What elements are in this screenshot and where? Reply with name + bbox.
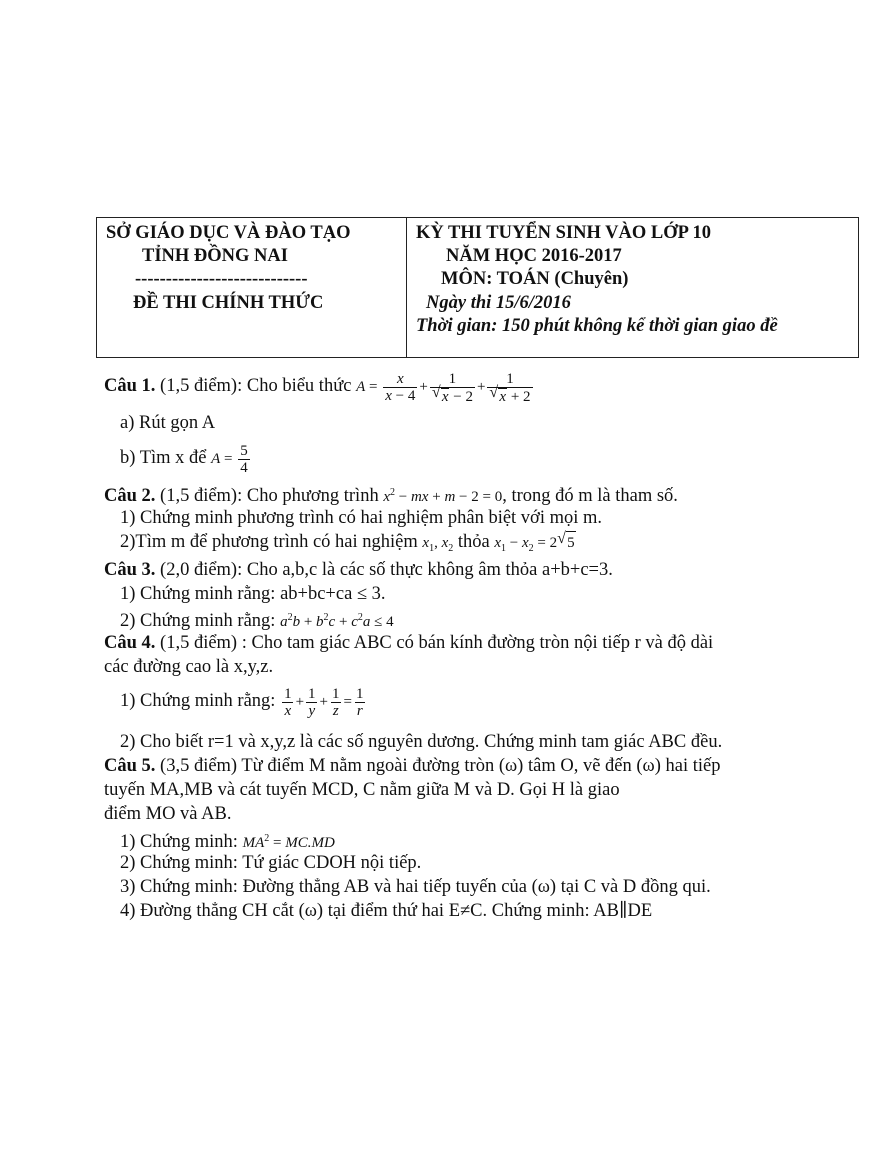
question-5-part-4: 4) Đường thẳng CH cắt (ω) tại điểm thứ hai E≠C. Chứng minh: AB∥DE: [120, 901, 653, 921]
condition-A-equals-5-4: A = $\frac{5}{4}$: [211, 443, 248, 477]
question-1b-text: b) Tìm x để: [120, 448, 212, 468]
question-4-part-1: [120, 679, 367, 724]
question-4-text-2: các đường cao là x,y,z.: [104, 657, 274, 677]
question-5: [104, 755, 720, 777]
equation-MA2: $MA^2 = MC.MD$: [242, 833, 335, 851]
question-2-text-after: , trong đó m là tham số.: [502, 486, 678, 506]
question-2-text: (1,5 điểm): Cho phương trình: [155, 486, 384, 506]
question-4: [104, 632, 713, 654]
subject: MÔN: TOÁN (Chuyên): [441, 269, 629, 289]
question-3-part-2-text: 2) Chứng minh rằng:: [120, 611, 281, 631]
reciprocal-heights-identity: $\frac{1}{x}$ + $\frac{1}{y}$ + $\frac{1}{z}$ = $\frac{1}{r}$: [284, 686, 364, 720]
question-1a: a) Rút gọn A: [120, 413, 216, 433]
question-3-part-2: [120, 607, 394, 633]
question-1: [104, 364, 535, 409]
question-3-text: (2,0 điểm): Cho a,b,c là các số thực không âm thỏa a+b+c=3.: [155, 560, 613, 580]
question-5-label: Câu 5.: [104, 756, 156, 776]
question-3-part-1: 1) Chứng minh rằng: ab+bc+ca ≤ 3.: [120, 584, 386, 604]
question-5-part-1: [120, 828, 335, 854]
department-name: SỞ GIÁO DỤC VÀ ĐÀO TẠO: [106, 223, 351, 243]
question-3-label: Câu 3.: [104, 560, 156, 580]
school-year: NĂM HỌC 2016-2017: [446, 246, 622, 266]
header-right-cell: [407, 218, 858, 357]
question-1b: [120, 436, 252, 481]
question-5-part-2: 2) Chứng minh: Tứ giác CDOH nội tiếp.: [120, 853, 422, 873]
question-5-text: (3,5 điểm) Từ điểm M nằm ngoài đường tròn (ω) tâm O, vẽ đến (ω) hai tiếp: [155, 756, 721, 776]
roots-x1-x2: $x_1$, $x_2$: [422, 535, 454, 554]
question-5-part-3: 3) Chứng minh: Đường thẳng AB và hai tiếp tuyến của (ω) tại C và D đồng qui.: [120, 877, 711, 897]
question-4-part-1-text: 1) Chứng minh rằng:: [120, 691, 281, 711]
question-2-part-2: [120, 531, 576, 560]
question-5-text-3: điểm MO và AB.: [104, 804, 232, 824]
province-name: TỈNH ĐỒNG NAI: [142, 246, 288, 266]
question-1-label: Câu 1.: [104, 376, 156, 396]
question-3: [104, 559, 613, 581]
question-2-part-2-text: 2)Tìm m để phương trình có hai nghiệm: [120, 532, 423, 552]
question-2-part-2-text-b: thỏa: [453, 532, 495, 552]
exam-date: Ngày thi 15/6/2016: [426, 293, 571, 313]
question-4-label: Câu 4.: [104, 633, 156, 653]
question-4-text: (1,5 điểm) : Cho tam giác ABC có bán kính đường tròn nội tiếp r và độ dài: [155, 633, 714, 653]
equation-quadratic: $x^2$ − mx + m − 2 = 0: [383, 487, 503, 505]
question-2-part-1: 1) Chứng minh phương trình có hai nghiệm phân biệt với mọi m.: [120, 508, 603, 528]
header-left-cell: [97, 218, 407, 357]
question-5-text-2: tuyến MA,MB và cát tuyến MCD, C nằm giữa M và D. Gọi H là giao: [104, 780, 620, 800]
exam-title: KỲ THI TUYỂN SINH VÀO LỚP 10: [416, 223, 712, 243]
header-divider: ----------------------------: [135, 269, 308, 289]
question-2-label: Câu 2.: [104, 486, 156, 506]
question-5-part-1-text: 1) Chứng minh:: [120, 832, 243, 852]
inequality-a2b: $a^2b + b^2c + c^2a \le 4$: [280, 612, 394, 630]
exam-header-table: [96, 217, 859, 358]
official-exam-label: ĐỀ THI CHÍNH THỨC: [133, 293, 324, 313]
condition-roots: $x_1 - x_2 = 2$ √ 5: [494, 530, 575, 554]
question-2: [104, 482, 678, 508]
question-4-part-2: 2) Cho biết r=1 và x,y,z là các số nguyên dương. Chứng minh tam giác ABC đều.: [120, 732, 723, 752]
expression-A: A = $\frac{x}{x - 4}$ + 1 √ x − 2 + 1 √ x + 2: [356, 370, 531, 405]
question-1-text: (1,5 điểm): Cho biểu thức: [155, 376, 357, 396]
exam-duration: Thời gian: 150 phút không kể thời gian giao đề: [416, 316, 778, 336]
